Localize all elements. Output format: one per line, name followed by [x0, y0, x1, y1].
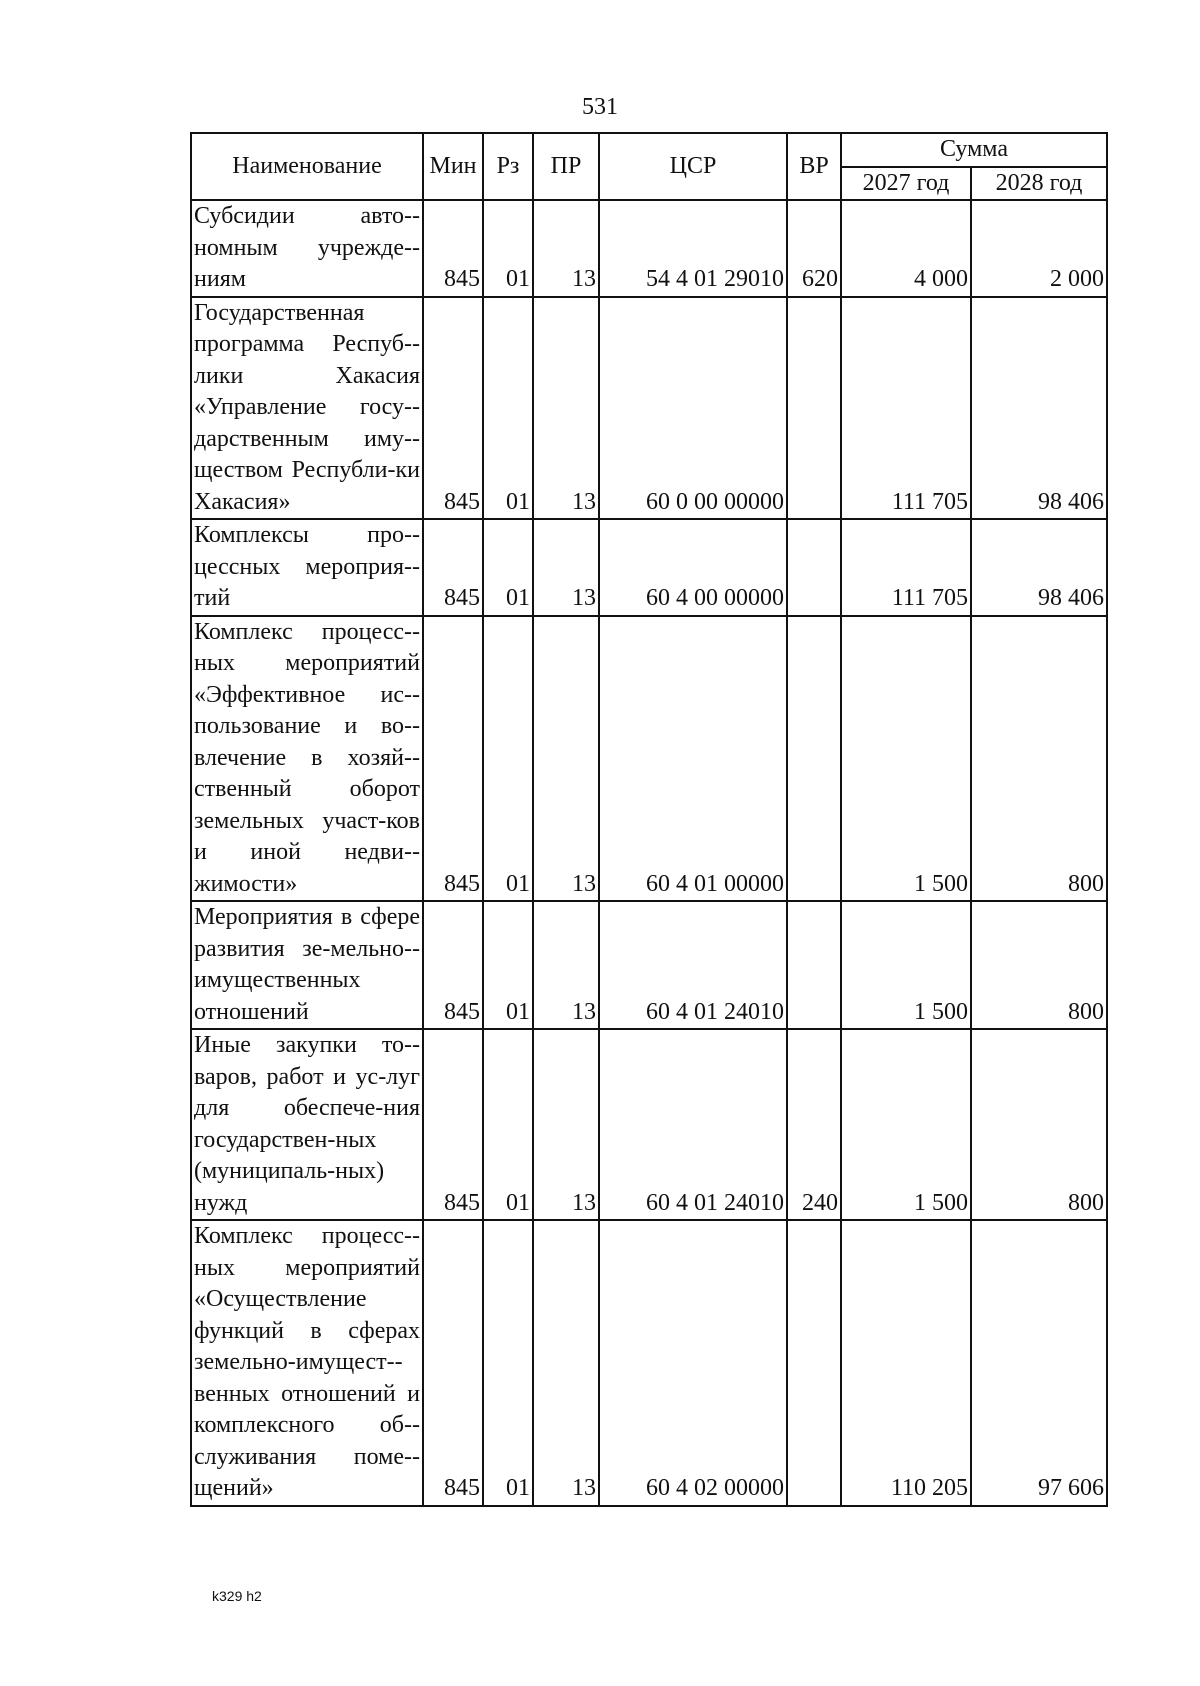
cell-pr: 13	[533, 519, 599, 616]
cell-csr: 60 4 00 00000	[599, 519, 787, 616]
header-year-2027: 2027 год	[841, 167, 971, 201]
cell-rz: 01	[483, 1029, 533, 1220]
cell-2027: 1 500	[841, 1029, 971, 1220]
cell-pr: 13	[533, 1029, 599, 1220]
table-row	[191, 1029, 1107, 1220]
cell-min: 845	[423, 616, 483, 902]
header-year-2028: 2028 год	[971, 167, 1107, 201]
cell-min: 845	[423, 901, 483, 1029]
table-row	[191, 616, 1107, 902]
header-pr: ПР	[533, 133, 599, 200]
cell-2027: 1 500	[841, 901, 971, 1029]
cell-csr: 60 4 01 24010	[599, 901, 787, 1029]
cell-2027: 1 500	[841, 616, 971, 902]
cell-2027: 111 705	[841, 519, 971, 616]
cell-rz: 01	[483, 519, 533, 616]
cell-min: 845	[423, 1029, 483, 1220]
cell-rz: 01	[483, 901, 533, 1029]
table-row	[191, 1220, 1107, 1506]
table-row	[191, 519, 1107, 616]
header-vr: ВР	[787, 133, 841, 200]
cell-pr: 13	[533, 297, 599, 520]
cell-pr: 13	[533, 901, 599, 1029]
cell-name: Государственная программа Респуб-лики Хакасия «Управление госу-дарственным иму-ществом Республи-ки Хакасия»	[191, 297, 423, 520]
cell-2028: 98 406	[971, 519, 1107, 616]
cell-name: Иные закупки то-варов, работ и ус-луг для обеспече-ния государствен-ных (муниципаль-ных) нужд	[191, 1029, 423, 1220]
cell-2028: 97 606	[971, 1220, 1107, 1506]
cell-2027: 110 205	[841, 1220, 971, 1506]
cell-csr: 60 0 00 00000	[599, 297, 787, 520]
cell-pr: 13	[533, 616, 599, 902]
cell-min: 845	[423, 519, 483, 616]
cell-name: Субсидии авто-номным учрежде-ниям	[191, 200, 423, 297]
cell-rz: 01	[483, 616, 533, 902]
cell-2027: 111 705	[841, 297, 971, 520]
cell-vr: 240	[787, 1029, 841, 1220]
cell-vr	[787, 901, 841, 1029]
table-row	[191, 297, 1107, 520]
cell-2027: 4 000	[841, 200, 971, 297]
cell-2028: 800	[971, 616, 1107, 902]
header-sum: Сумма	[841, 133, 1107, 167]
cell-csr: 54 4 01 29010	[599, 200, 787, 297]
header-name: Наименование	[191, 133, 423, 200]
cell-vr	[787, 297, 841, 520]
cell-vr	[787, 616, 841, 902]
cell-rz: 01	[483, 297, 533, 520]
cell-name: Комплекс процесс-ных мероприятий «Эффективное ис-пользование и во-влечение в хозяй-ственный оборот земельных участ-ков и иной недви-жимости»	[191, 616, 423, 902]
cell-csr: 60 4 01 00000	[599, 616, 787, 902]
cell-csr: 60 4 02 00000	[599, 1220, 787, 1506]
table-row	[191, 200, 1107, 297]
cell-vr	[787, 1220, 841, 1506]
header-csr: ЦСР	[599, 133, 787, 200]
header-rz: Рз	[483, 133, 533, 200]
cell-pr: 13	[533, 200, 599, 297]
page-number: 531	[582, 94, 618, 120]
cell-csr: 60 4 01 24010	[599, 1029, 787, 1220]
cell-vr	[787, 519, 841, 616]
cell-name: Мероприятия в сфере развития зе-мельно-имущественных отношений	[191, 901, 423, 1029]
cell-min: 845	[423, 200, 483, 297]
cell-name: Комплекс процесс-ных мероприятий «Осуществление функций в сферах земельно-имущест-венных отношений и комплексного об-служивания поме-щений»	[191, 1220, 423, 1506]
cell-min: 845	[423, 297, 483, 520]
cell-rz: 01	[483, 1220, 533, 1506]
cell-rz: 01	[483, 200, 533, 297]
cell-name: Комплексы про-цессных мероприя-тий	[191, 519, 423, 616]
table-row	[191, 901, 1107, 1029]
cell-2028: 2 000	[971, 200, 1107, 297]
cell-min: 845	[423, 1220, 483, 1506]
cell-vr: 620	[787, 200, 841, 297]
cell-2028: 98 406	[971, 297, 1107, 520]
document-code: k329 h2	[212, 1588, 262, 1604]
cell-2028: 800	[971, 901, 1107, 1029]
header-min: Мин	[423, 133, 483, 200]
cell-pr: 13	[533, 1220, 599, 1506]
cell-2028: 800	[971, 1029, 1107, 1220]
budget-table	[190, 132, 1108, 1507]
